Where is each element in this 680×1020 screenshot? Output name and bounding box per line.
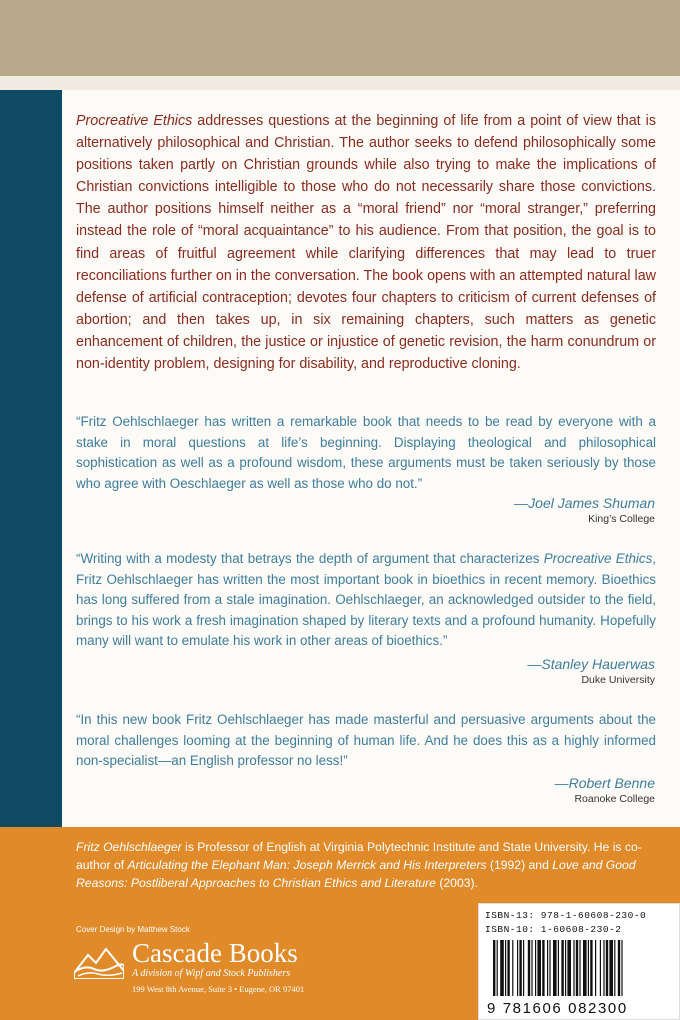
publisher-name: Cascade Books [132,938,298,968]
barcode-bar [537,940,541,996]
isbn-13: ISBN-13: 978-1-60608-230-0 [485,910,647,921]
endorser-affiliation: Duke University [581,674,655,686]
barcode-bar [576,940,578,996]
barcode-bar [567,940,571,996]
barcode-bar [505,940,506,996]
top-divider [0,76,680,90]
barcode-bar [595,940,596,996]
barcode-bar [519,940,521,996]
barcode-bar [600,940,601,996]
author-bio [76,838,656,892]
endorser-name: —Robert Benne [554,775,655,791]
endorsement-quote-1: “Fritz Oehlschlaeger has written a remarkable book that needs to be read by everyone with a stake in moral questions at life’s beginning. Displaying theological and philosophical sophistication as well as a profound wisdom, these arguments must be taken seriously by those who agree with Oeschlaeger as well as those who do not.” [76,414,656,491]
barcode-bar [621,940,622,996]
barcode-bar [565,940,566,996]
isbn-10: ISBN-10: 1-60608-230-2 [485,924,622,935]
barcode-bar [535,940,536,996]
bio-text: (2003). [435,876,478,890]
bio-text: (1992) and [486,858,553,872]
endorser-name: —Stanley Hauerwas [527,656,655,672]
barcode-bars [493,940,673,996]
publisher-logo [74,937,314,1009]
barcode-bar [528,940,530,996]
barcode-bar [618,940,620,996]
barcode-bar [523,940,524,996]
top-color-band [0,0,680,76]
bio-book-title: Articulating the Elephant Man: Joseph Merrick and His Interpreters [127,858,487,872]
barcode-bar [531,940,532,996]
barcode-bar [561,940,563,996]
isbn-barcode [478,903,680,1020]
bio-text: is Professor of English at Virginia Polytechnic Institute and State University. He is co-author of [76,840,642,872]
barcode-bar [583,940,587,996]
quote-text: “Writing with a modesty that betrays the depth of argument that characterizes [76,551,544,566]
author-name: Fritz Oehlschlaeger [76,840,182,854]
barcode-digits: 9 781606 082300 [487,1000,628,1017]
left-side-bar [0,90,62,827]
publisher-subtitle: A division of Wipf and Stock Publishers [132,968,291,979]
barcode-bar [603,940,604,996]
quote-text: , Fritz Oehlschlaeger has written the most important book in bioethics in recent memory. Bioethics has long suffered from a stale imagination. Oehlschlaeger, an acknowledged outsider to the field, brings to his work a fresh imagination shaped by literary texts and a profound humanity. Hopefully many will want to emulate his work in other areas of bioethics.” [76,551,656,649]
endorsement-quote-3: “In this new book Fritz Oehlschlaeger has made masterful and persuasive arguments about the moral challenges looming at the beginning of human life. And he does this as a highly informed non-specialist—an English professor no less!” [76,712,656,769]
barcode-bar [493,940,495,996]
barcode-bar [500,940,504,996]
barcode-bar [507,940,509,996]
book-title: Procreative Ethics [76,113,193,129]
barcode-bar [614,940,615,996]
barcode-bar [542,940,544,996]
description-text: addresses questions at the beginning of life from a point of view that is alternatively philosophical and Christian. The author seeks to defend philosophically some positions taken partly on Christian grounds while also trying to make the implications of Christian convictions intelligible to those who do not necessarily share those convictions. The author positions himself neither as a “moral friend” nor “moral stranger,” preferring instead the role of “moral acquaintance” to his audience. From that position, the goal is to find areas of fruitful agreement while clarifying differences that may lead to truer reconciliations further on in the conversation. The book opens with an attempted natural law defense of artificial contraception; devotes four chapters to criticism of current defenses of abortion; and then takes up, in six remaining chapters, such matters as genetic enhancement of children, the justice or injustice of genetic revision, the harm conundrum or non-identity problem, designing for disability, and reproductive cloning. [76,113,656,373]
barcode-bar [549,940,550,996]
barcode-bar [547,940,548,996]
barcode-bar [573,940,574,996]
barcode-bar [497,940,498,996]
mountain-logo-icon [74,941,124,979]
endorsement-quote-2 [76,549,656,652]
quote-book-title: Procreative Ethics [543,551,653,566]
barcode-bar [558,940,559,996]
endorser-affiliation: Roanoke College [574,793,655,805]
publisher-address: 199 West 8th Avenue, Suite 3 • Eugene, OR 97401 [132,984,305,994]
cover-design-credit: Cover Design by Matthew Stock [76,925,190,934]
endorsement-attribution-2 [527,655,655,687]
barcode-bar [512,940,513,996]
barcode-bar [590,940,592,996]
barcode-bar [517,940,518,996]
barcode-bar [579,940,580,996]
endorser-name: —Joel James Shuman [514,495,655,511]
book-description [76,110,656,375]
barcode-bar [609,940,613,996]
barcode-bar [606,940,608,996]
endorsement-attribution-1 [514,494,655,526]
barcode-bar [553,940,557,996]
endorsement-attribution-3 [555,774,655,806]
bio-book-title: Love and Good Reasons: Postliberal Approaches to Christian Ethics and Literature [76,858,636,890]
endorser-affiliation: King’s College [588,513,655,525]
barcode-bar [588,940,589,996]
